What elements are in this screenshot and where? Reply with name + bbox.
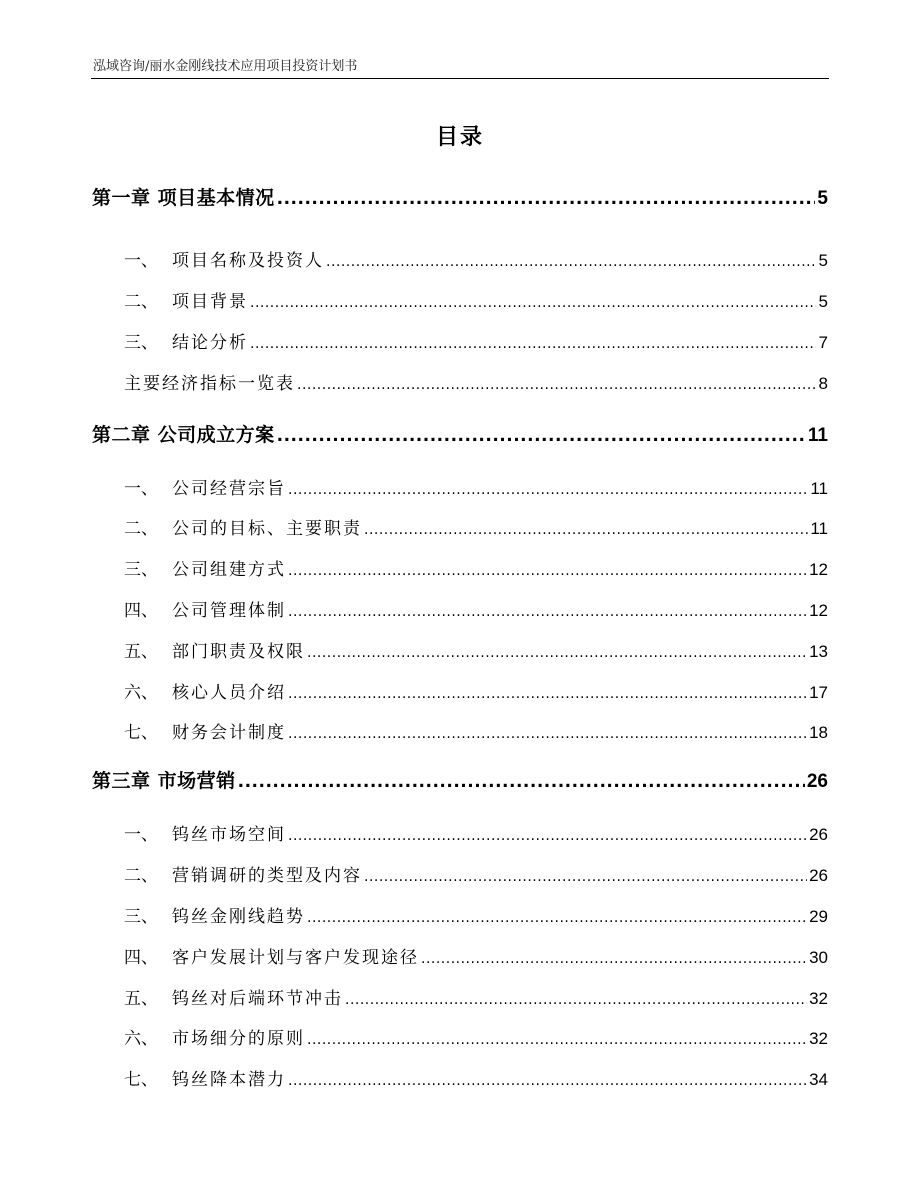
toc-entry-page: 12 <box>809 601 828 620</box>
toc-entry-number: 一、 <box>124 479 158 499</box>
leader-dots <box>297 377 816 393</box>
toc-entry-page: 11 <box>807 425 828 446</box>
toc-entry-title: 结论分析 <box>172 333 248 353</box>
toc-entry-page: 26 <box>809 825 828 844</box>
toc-section-entry[interactable] <box>124 943 828 968</box>
toc-entry-number: 六、 <box>124 1029 158 1049</box>
toc-entry-number: 三、 <box>124 333 158 353</box>
toc-section-entry[interactable] <box>124 718 828 743</box>
leader-dots <box>421 951 807 967</box>
toc-title: 目录 <box>435 125 484 150</box>
toc-section-entry[interactable] <box>124 984 828 1009</box>
toc-entry-page: 5 <box>818 251 828 270</box>
leader-dots <box>364 869 807 885</box>
leader-dots <box>288 482 808 498</box>
toc-section-entry[interactable] <box>124 328 828 353</box>
toc-section-entry[interactable] <box>124 637 828 662</box>
toc-entry-title: 钨丝降本潜力 <box>172 1070 286 1090</box>
toc-entry-title: 公司管理体制 <box>172 601 286 621</box>
toc-entry-page: 17 <box>809 683 828 702</box>
toc-section-entry[interactable] <box>124 369 828 394</box>
toc-entry-page: 32 <box>809 1029 828 1048</box>
toc-section-entry[interactable] <box>124 474 828 499</box>
toc-entry-title: 主要经济指标一览表 <box>124 374 295 394</box>
toc-section-entry[interactable] <box>124 246 828 271</box>
toc-entry-title: 财务会计制度 <box>172 723 286 743</box>
toc-entry-page: 7 <box>818 333 828 352</box>
toc-entry-title: 第三章 市场营销 <box>92 770 236 792</box>
leader-dots <box>307 645 807 661</box>
toc-entry-title: 项目名称及投资人 <box>172 251 324 271</box>
toc-section-entry[interactable] <box>124 514 828 539</box>
toc-entry-title: 第一章 项目基本情况 <box>92 187 275 209</box>
toc-entry-title: 项目背景 <box>172 292 248 312</box>
toc-entry-page: 30 <box>809 948 828 967</box>
toc-entry-page: 26 <box>806 771 828 792</box>
toc-chapter-entry[interactable] <box>92 420 828 447</box>
toc-section-entry[interactable] <box>124 287 828 312</box>
leader-dots <box>326 254 816 270</box>
toc-entry-page: 13 <box>809 642 828 661</box>
toc-entry-page: 8 <box>818 374 828 393</box>
toc-section-entry[interactable] <box>124 902 828 927</box>
toc-entry-number: 一、 <box>124 251 158 271</box>
toc-entry-number: 四、 <box>124 948 158 968</box>
toc-entry-title: 市场细分的原则 <box>172 1029 305 1049</box>
toc-entry-number: 一、 <box>124 825 158 845</box>
running-header: 泓域咨询/丽水金刚线技术应用项目投资计划书 <box>93 59 358 74</box>
toc-entry-title: 钨丝金刚线趋势 <box>172 907 305 927</box>
toc-entry-page: 18 <box>809 723 828 742</box>
toc-entry-page: 5 <box>817 188 828 209</box>
toc-entry-page: 26 <box>809 866 828 885</box>
leader-dots <box>288 828 807 844</box>
toc-entry-title: 第二章 公司成立方案 <box>92 424 275 446</box>
header-rule <box>91 78 829 79</box>
leader-dots <box>250 336 816 352</box>
toc-entry-page: 32 <box>809 989 828 1008</box>
toc-section-entry[interactable] <box>124 596 828 621</box>
toc-entry-number: 六、 <box>124 683 158 703</box>
toc-entry-title: 客户发展计划与客户发现途径 <box>172 948 419 968</box>
leader-dots <box>307 910 807 926</box>
leader-dots <box>250 295 816 311</box>
toc-entry-title: 钨丝对后端环节冲击 <box>172 989 343 1009</box>
toc-entry-title: 公司经营宗旨 <box>172 479 286 499</box>
toc-entry-number: 二、 <box>124 292 158 312</box>
leader-dots <box>288 686 807 702</box>
toc-entry-title: 核心人员介绍 <box>172 683 286 703</box>
toc-entry-number: 二、 <box>124 519 158 539</box>
toc-entry-title: 公司的目标、主要职责 <box>172 519 362 539</box>
toc-entry-number: 五、 <box>124 642 158 662</box>
toc-section-entry[interactable] <box>124 678 828 703</box>
toc-entry-number: 七、 <box>124 1070 158 1090</box>
leader-dots <box>364 522 808 538</box>
leader-dots <box>238 772 805 792</box>
toc-section-entry[interactable] <box>124 861 828 886</box>
toc-entry-title: 部门职责及权限 <box>172 642 305 662</box>
toc-entry-number: 七、 <box>124 723 158 743</box>
toc-section-entry[interactable] <box>124 555 828 580</box>
toc-entry-number: 二、 <box>124 866 158 886</box>
toc-entry-number: 四、 <box>124 601 158 621</box>
toc-entry-number: 三、 <box>124 907 158 927</box>
leader-dots <box>288 726 807 742</box>
toc-section-entry[interactable] <box>124 1065 828 1090</box>
toc-entry-page: 5 <box>818 292 828 311</box>
leader-dots <box>288 563 807 579</box>
toc-entry-page: 11 <box>810 479 828 498</box>
toc-section-entry[interactable] <box>124 1024 828 1049</box>
toc-entry-number: 三、 <box>124 560 158 580</box>
toc-entry-page: 29 <box>809 907 828 926</box>
leader-dots <box>277 426 806 446</box>
toc-entry-title: 营销调研的类型及内容 <box>172 866 362 886</box>
toc-entry-number: 五、 <box>124 989 158 1009</box>
toc-section-entry[interactable] <box>124 820 828 845</box>
leader-dots <box>288 604 807 620</box>
toc-entry-title: 钨丝市场空间 <box>172 825 286 845</box>
toc-chapter-entry[interactable] <box>92 183 828 210</box>
leader-dots <box>277 189 816 209</box>
toc-entry-page: 34 <box>809 1070 828 1089</box>
toc-entry-title: 公司组建方式 <box>172 560 286 580</box>
toc-chapter-entry[interactable] <box>92 766 828 793</box>
toc-entry-page: 11 <box>810 519 828 538</box>
leader-dots <box>345 992 807 1008</box>
leader-dots <box>307 1032 807 1048</box>
leader-dots <box>288 1073 807 1089</box>
toc-entry-page: 12 <box>809 560 828 579</box>
